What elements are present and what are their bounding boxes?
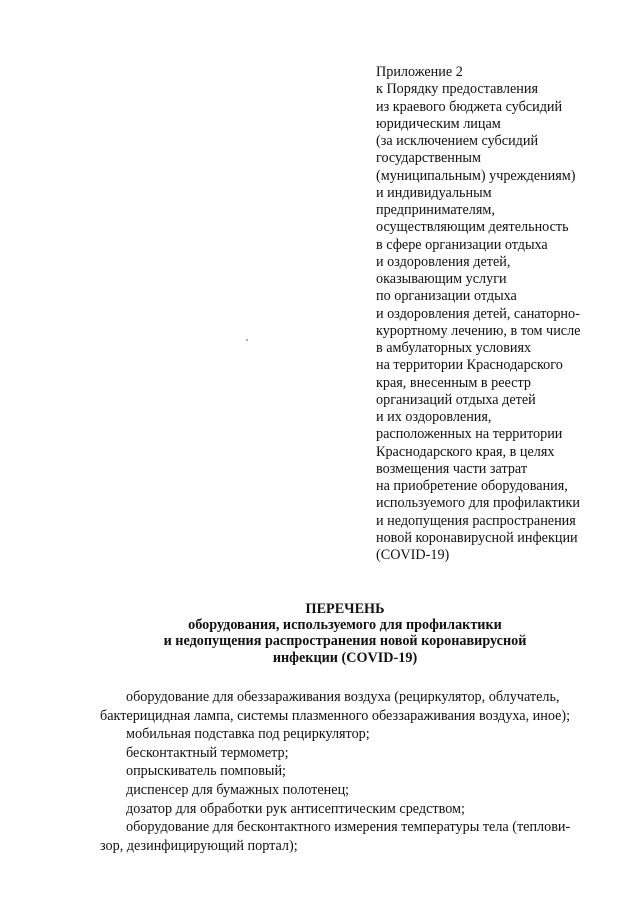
appendix-line: на приобретение оборудования,: [376, 478, 568, 494]
list-item: оборудование для обеззараживания воздуха (рециркулятор, облучатель,: [126, 689, 560, 705]
list-item-continuation: бактерицидная лампа, системы плазменного обеззараживания воздуха, иное);: [100, 707, 571, 724]
list-item-continuation: зор, дезинфицирующий портал);: [100, 837, 298, 854]
appendix-line: организаций отдыха детей: [376, 391, 536, 408]
title-line: оборудования, используемого для профилактики: [188, 617, 502, 634]
appendix-line: государственным: [376, 150, 481, 167]
appendix-line: края, внесенным в реестр: [376, 374, 531, 391]
document-title: [100, 601, 590, 666]
appendix-line: и оздоровления детей,: [376, 253, 511, 270]
appendix-line: используемого для профилактики: [376, 495, 580, 512]
list-item: опрыскиватель помповый;: [126, 763, 286, 780]
appendix-line: оказывающим услуги: [376, 271, 507, 287]
appendix-line: и их оздоровления,: [376, 409, 492, 425]
appendix-line: на территории Краснодарского: [376, 357, 563, 374]
list-item: дозатор для обработки рук антисептическим средством;: [126, 800, 465, 817]
appendix-line: Приложение 2: [376, 64, 463, 80]
scan-speck: [246, 339, 248, 341]
list-item: мобильная подставка под рециркулятор;: [126, 726, 370, 743]
appendix-line: и индивидуальным: [376, 184, 492, 201]
title-line: и недопущения распространения новой коронавирусной: [163, 633, 527, 650]
appendix-line: и оздоровления детей, санаторно-: [376, 305, 580, 322]
title-heading: ПЕРЕЧЕНЬ: [305, 601, 385, 617]
appendix-line: юридическим лицам: [376, 115, 501, 132]
appendix-header: [376, 64, 626, 564]
appendix-line: возмещения части затрат: [376, 460, 528, 477]
appendix-line: предпринимателям,: [376, 202, 495, 218]
equipment-list: [100, 688, 602, 855]
appendix-line: курортному лечению, в том числе: [376, 322, 581, 339]
appendix-line: новой коронавирусной инфекции: [376, 529, 578, 546]
appendix-line: и недопущения распространения: [376, 512, 576, 529]
title-line: инфекции (COVID-19): [272, 649, 418, 666]
list-item: бесконтактный термометр;: [126, 744, 289, 761]
appendix-line: (за исключением субсидий: [376, 133, 539, 149]
appendix-line: к Порядку предоставления: [376, 81, 538, 98]
list-item: оборудование для бесконтактного измерения температуры тела (теплови-: [126, 819, 571, 836]
appendix-line: в сфере организации отдыха: [376, 236, 548, 253]
list-item: диспенсер для бумажных полотенец;: [126, 781, 350, 798]
appendix-line: расположенных на территории: [376, 426, 563, 443]
appendix-line: Краснодарского края, в целях: [376, 443, 555, 460]
appendix-line: по организации отдыха: [376, 288, 517, 305]
appendix-line: из краевого бюджета субсидий: [376, 98, 563, 115]
appendix-line: (муниципальным) учреждениям): [376, 167, 576, 184]
appendix-line: осуществляющим деятельность: [376, 219, 569, 236]
appendix-line: в амбулаторных условиях: [376, 340, 532, 356]
appendix-line: (COVID-19): [376, 547, 450, 563]
